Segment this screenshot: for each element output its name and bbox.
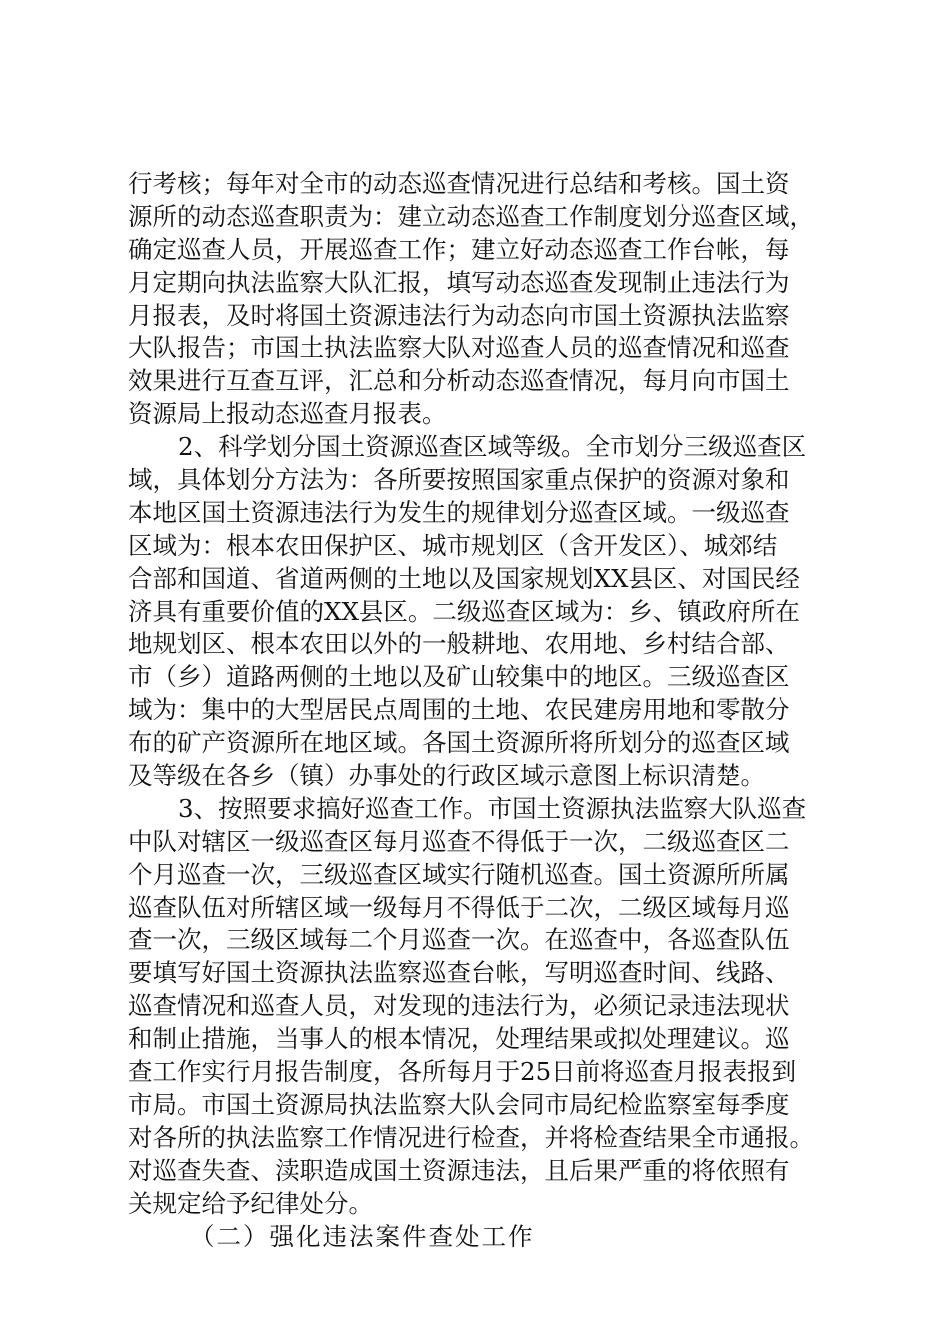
text-line: 和制止措施，当事人的根本情况，处理结果或拟处理建议。巡	[128, 1024, 790, 1054]
text-line: 域，具体划分方法为：各所要按照国家重点保护的资源对象和	[128, 465, 790, 495]
paragraph-start-line: 2、科学划分国土资源巡查区域等级。全市划分三级巡查区	[178, 432, 807, 462]
text-line: 对巡查失查、渎职造成国土资源违法，且后果严重的将依照有	[128, 1155, 790, 1185]
text-line: 确定巡查人员，开展巡查工作；建立好动态巡查工作台帐，每	[128, 234, 790, 264]
text-line: 要填写好国土资源执法监察巡查台帐，写明巡查时间、线路、	[128, 958, 790, 988]
text-line: 市（乡）道路两侧的土地以及矿山较集中的地区。三级巡查区	[128, 662, 790, 692]
paragraph-start-line: 3、按照要求搞好巡查工作。市国土资源执法监察大队巡查	[178, 793, 807, 823]
text-line: 源所的动态巡查职责为：建立动态巡查工作制度划分巡查区域，	[128, 201, 814, 231]
text-line: 域为：集中的大型居民点周围的土地、农民建房用地和零散分	[128, 695, 790, 725]
text-line: 巡查情况和巡查人员，对发现的违法行为，必须记录违法现状	[128, 991, 790, 1021]
text-line: 布的矿产资源所在地区域。各国土资源所将所划分的巡查区域	[128, 728, 790, 758]
text-line: 关规定给予纪律处分。	[128, 1188, 373, 1218]
text-line: 行考核；每年对全市的动态巡查情况进行总结和考核。国土资	[128, 169, 790, 198]
text-line: 查一次，三级区域每二个月巡查一次。在巡查中，各巡查队伍	[128, 925, 790, 955]
text-line: 个月巡查一次，三级巡查区域实行随机巡查。国土资源所所属	[128, 859, 790, 889]
text-line: 市局。市国土资源局执法监察大队会同市局纪检监察室每季度	[128, 1089, 790, 1119]
text-line: 对各所的执法监察工作情况进行检查，并将检查结果全市通报。	[128, 1122, 814, 1152]
text-line: 中队对辖区一级巡查区每月巡查不得低于一次，二级巡查区二	[128, 826, 790, 856]
text-line: 济具有重要价值的XX县区。二级巡查区域为：乡、镇政府所在	[128, 596, 800, 626]
section-heading: （二）强化违法案件查处工作	[190, 1221, 535, 1251]
text-line: 月定期向执法监察大队汇报，填写动态巡查发现制止违法行为	[128, 267, 790, 297]
text-line: 本地区国土资源违法行为发生的规律划分巡查区域。一级巡查	[128, 497, 790, 527]
text-line: 巡查队伍对所辖区域一级每月不得低于二次，二级区域每月巡	[128, 892, 790, 922]
text-line: 及等级在各乡（镇）办事处的行政区域示意图上标识清楚。	[128, 761, 765, 791]
text-line: 月报表，及时将国土资源违法行为动态向市国土资源执法监察	[128, 300, 790, 330]
text-line: 查工作实行月报告制度，各所每月于25日前将巡查月报表报到	[128, 1057, 797, 1087]
text-line: 地规划区、根本农田以外的一般耕地、农用地、乡村结合部、	[128, 629, 790, 659]
text-line: 区域为：根本农田保护区、城市规划区（含开发区）、城郊结	[128, 530, 778, 560]
text-line: 大队报告；市国土执法监察大队对巡查人员的巡查情况和巡查	[128, 333, 790, 363]
document-body	[128, 168, 828, 1253]
text-line: 合部和国道、省道两侧的土地以及国家规划XX县区、对国民经	[128, 563, 800, 593]
text-line: 效果进行互查互评，汇总和分析动态巡查情况，每月向市国土	[128, 366, 790, 396]
text-line: 资源局上报动态巡查月报表。	[128, 399, 447, 429]
